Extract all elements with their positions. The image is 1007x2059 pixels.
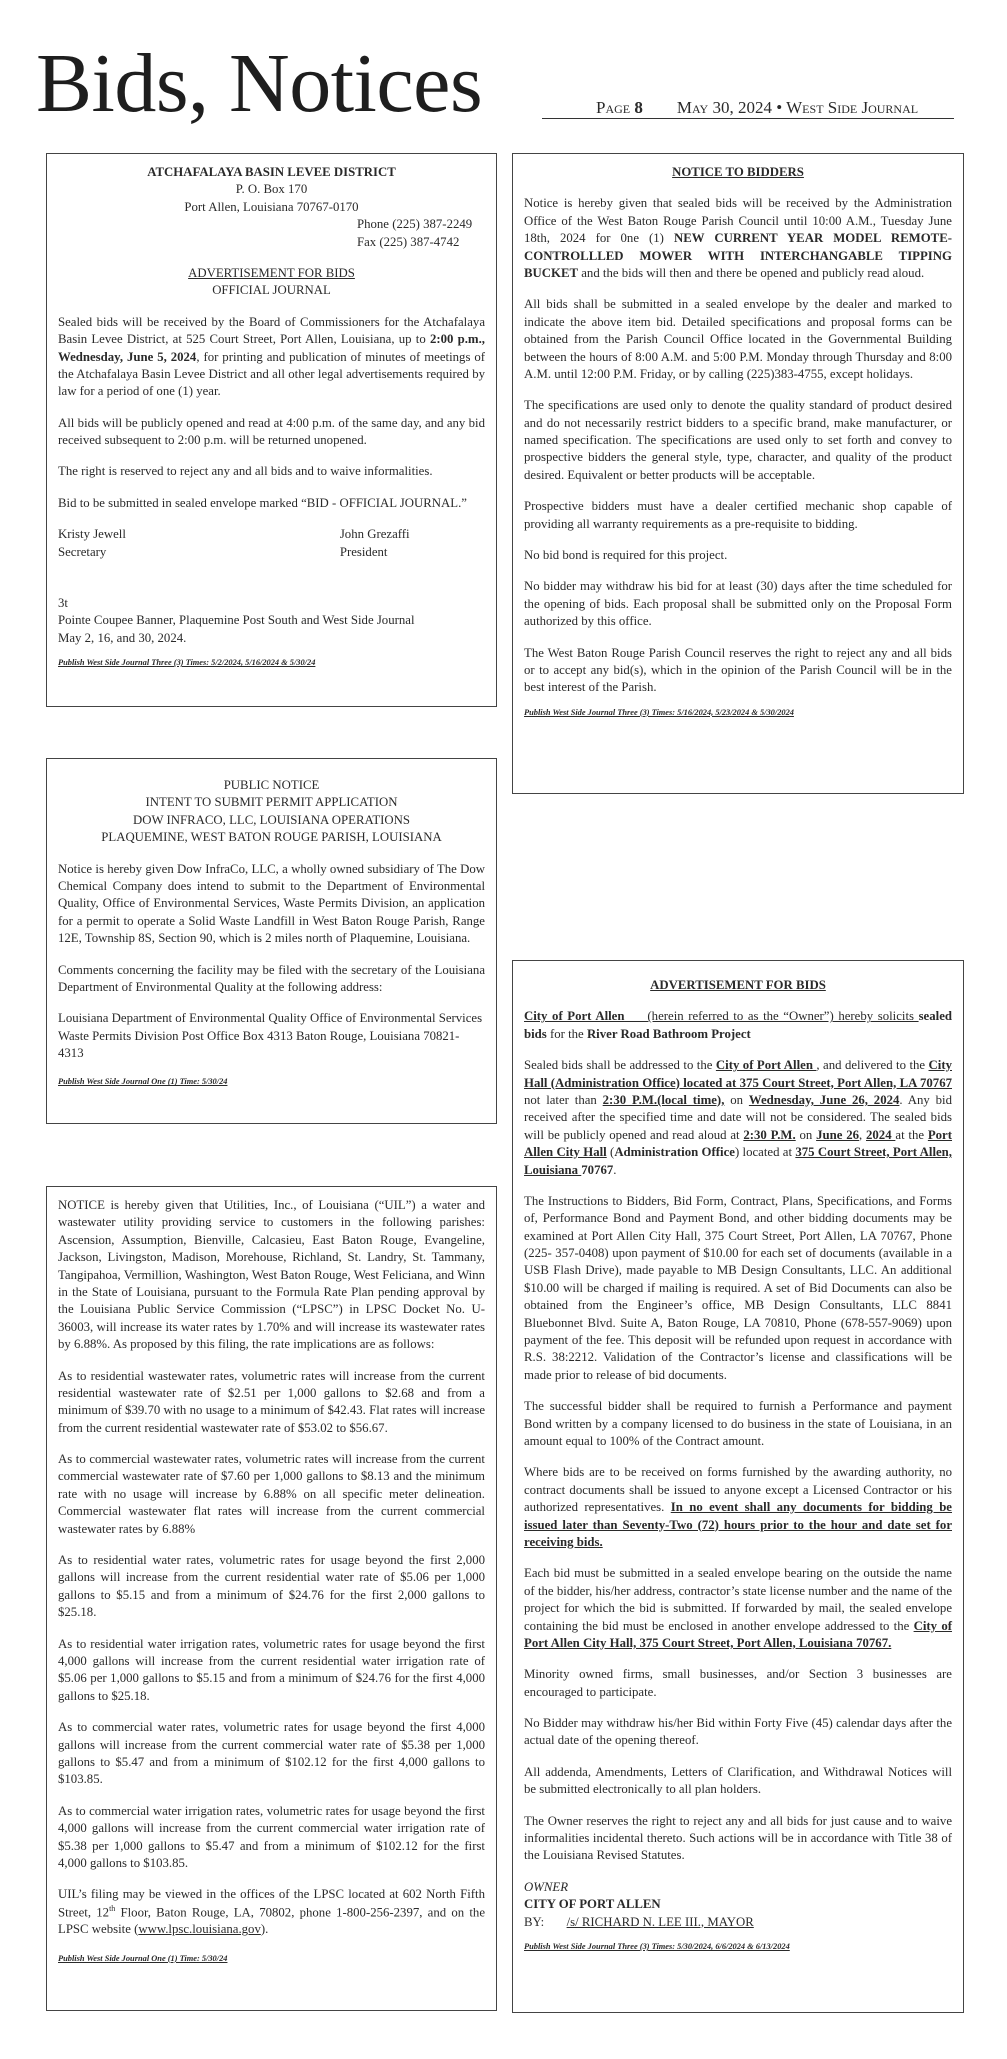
- paragraph: No Bidder may withdraw his/her Bid within Forty Five (45) calendar days after the actual date of the opening thereof.: [524, 1716, 952, 1748]
- paragraph: Minority owned firms, small businesses, and/or Section 3 businesses are encouraged to participate.: [524, 1667, 952, 1699]
- notice-to-bidders: [512, 153, 964, 794]
- signature-block: [524, 1879, 952, 1931]
- paragraph: Where bids are to be received on forms furnished by the awarding authority, no contract documents shall be issued to anyone except a Licensed Contractor or his authorized representatives. In no event shall any documents for bidding be issued later than Seventy-Two (72) hours prior to the hour and date set for receiving bids.: [524, 1465, 952, 1549]
- org-city: Port Allen, Louisiana 70767-0170: [184, 199, 359, 214]
- paragraph: Each bid must be submitted in a sealed envelope bearing on the outside the name of the bidder, his/her address, contractor’s state license number and the name of the project for which the bid is submitted. If forwarded by mail, the sealed envelope containing the bid must be enclosed in another envelope addressed to the City of Port Allen City Hall, 375 Court Street, Port Allen, Louisiana 70767.: [524, 1566, 952, 1650]
- notice-title: NOTICE TO BIDDERS: [672, 165, 804, 179]
- paragraph: As to commercial water irrigation rates, volumetric rates for usage beyond the first 4,000 gallons will increase from the current commercial water irrigation rate of $5.38 per 1,000 gallons to $5.47 and from a minimum of $102.12 for the first 4,000 gallons to $103.85.: [58, 1803, 485, 1870]
- port-allen-advertisement: [512, 960, 964, 2013]
- publish-line: Publish West Side Journal Three (3) Times: 5/30/2024, 6/6/2024 & 6/13/2024: [524, 1941, 790, 1951]
- signer-name: John Grezaffi: [339, 527, 410, 542]
- publish-line: Publish West Side Journal Three (3) Times: 5/2/2024, 5/16/2024 & 5/30/24: [58, 658, 316, 668]
- paragraph: No bidder may withdraw his bid for at least (30) days after the time scheduled for the opening of bids. Each proposal shall be submitted only on the Proposal Form authorized by this office.: [524, 579, 952, 629]
- paragraph: As to residential wastewater rates, volumetric rates will increase from the current residential wastewater rate of $2.51 per 1,000 gallons to $2.68 and from a minimum of $39.70 with no usage to a minimum of $42.43. Flat rates will increase from the current residential wastewater rate of $53.02 to $56.67.: [58, 1368, 485, 1435]
- signer-title: President: [339, 544, 388, 559]
- paragraph: The right is reserved to reject any and all bids and to waive informalities.: [58, 464, 433, 479]
- notice-heading: PLAQUEMINE, WEST BATON ROUGE PARISH, LOUISIANA: [101, 830, 442, 845]
- run-count: 3t: [58, 596, 68, 611]
- paragraph: Bid to be submitted in sealed envelope marked “BID - OFFICIAL JOURNAL.”: [58, 495, 467, 510]
- uil-rate-notice: [46, 1186, 497, 2011]
- publish-line: Publish West Side Journal One (1) Time: 5/30/24: [58, 1077, 228, 1087]
- publish-line: Publish West Side Journal Three (3) Times: 5/16/2024, 5/23/2024 & 5/30/2024: [524, 707, 794, 717]
- page-label: Page: [596, 98, 631, 117]
- papers: Pointe Coupee Banner, Plaquemine Post South and West Side Journal: [58, 613, 415, 628]
- signatures: [58, 526, 485, 561]
- run-dates: May 2, 16, and 30, 2024.: [58, 630, 187, 645]
- org-fax: Fax (225) 387-4742: [357, 234, 460, 249]
- paragraph: NOTICE is hereby given that Utilities, Inc., of Louisiana (“UIL”) a water and wastewater utility providing service to customers in the following parishes: Ascension, Assumption, Bienville, Calcasieu, East Baton Rouge, Evangeline, Jackson, Livingston, Madison, Morehouse, Richland, St. Landry, St. Tammany, Tangipahoa, Vermillion, Washington, West Baton Rouge, West Feliciana, and Winn in the State of Louisiana, pursuant to the Formula Rate Plan pending approval by the Louisiana Public Service Commission (“LPSC”) in LPSC Docket No. U-36003, will increase its water rates by 1.70% and will increase its wastewater rates by 6.88%. As proposed by this filing, the rate implications are as follows:: [58, 1198, 485, 1352]
- paragraph: Notice is hereby given Dow InfraCo, LLC, a wholly owned subsidiary of The Dow Chemical Company does intend to submit to the Department of Environmental Quality, Office of Environmental Services, Waste Permits Division, an application for a permit to operate a Solid Waste Landfill in West Baton Rouge Parish, Range 12E, Township 8S, Section 90, which is 2 miles north of Plaquemine, Louisiana.: [58, 861, 485, 946]
- ad-title: ADVERTISEMENT FOR BIDS: [188, 265, 355, 280]
- owner-label: OWNER: [524, 1879, 569, 1894]
- paragraph: Prospective bidders must have a dealer certified mechanic shop capable of providing all warranty requirements as a pre-requisite to bidding.: [524, 499, 952, 531]
- org-name: ATCHAFALAYA BASIN LEVEE DISTRICT: [147, 165, 396, 179]
- paragraph: The Owner reserves the right to reject any and all bids for just cause and to waive informalities incidental thereto. Such actions will be in accordance with Title 38 of the Louisiana Revised Statutes.: [524, 1813, 952, 1863]
- paragraph: The West Baton Rouge Parish Council reserves the right to reject any and all bids or to accept any bid(s), which in the opinion of the Parish Council will be in the best interest of the Parish.: [524, 645, 952, 695]
- paragraph: No bid bond is required for this project.: [524, 548, 728, 563]
- paragraph: The Instructions to Bidders, Bid Form, Contract, Plans, Specifications, and Forms of, Performance Bond and Payment Bond, and other bidding documents may be examined at Port Allen City Hall, 375 Court Street, Port Allen, LA 70767, Phone (225- 357-0408) upon payment of $10.00 for each set of documents (available in a USB Flash Drive), made payable to MB Design Consultants, LLC. An additional $10.00 will be charged if mailing is required. A set of Bid Documents can also be obtained from the Engineer’s office, MB Design Consultants, LLC 8841 Bluebonnet Blvd. Suite A, Baton Rouge, LA 70810, Phone (678-557-9069) upon payment of the fee. This deposit will be refunded upon request in accordance with R.S. 38:2212. Validation of the Contractor’s license and classifications will be made prior to release of bid documents.: [524, 1193, 952, 1382]
- paragraph: All bids will be publicly opened and read at 4:00 p.m. of the same day, and any bid received subsequent to 2:00 p.m. will be returned unopened.: [58, 415, 485, 448]
- owner-name: CITY OF PORT ALLEN: [524, 1897, 661, 1912]
- paragraph: As to commercial water rates, volumetric rates for usage beyond the first 4,000 gallons will increase from the current commercial water rate of $5.38 per 1,000 gallons to $5.47 and from a minimum of $102.12 for the first 4,000 gallons to $103.85.: [58, 1720, 485, 1787]
- paragraph: The specifications are used only to denote the quality standard of product desired and do not necessarily restrict bidders to a specific brand, make manufacturer, or named specification. The specifications are used only to set forth and convey to prospective bidders the general style, type, character, and quality of the product desired. Equivalent or better products will be acceptable.: [524, 398, 952, 482]
- issue-date: May 30, 2024: [676, 98, 772, 117]
- paragraph: All bids shall be submitted in a sealed envelope by the dealer and marked to indicate the above item bid. Detailed specifications and proposal forms can be obtained from the Parish Council Office located in the Governmental Building between the hours of 8:00 A.M. and 5:00 P.M. Monday through Thursday and 8:00 A.M. until 12:00 P.M. Friday, or by calling (225)383-4755, except holidays.: [524, 297, 952, 381]
- paragraph: City of Port Allen (herein referred to as the “Owner”) hereby solicits sealed bids for the River Road Bathroom Project: [524, 1009, 952, 1041]
- atchafalaya-notice: [46, 153, 497, 707]
- ad-subtitle: OFFICIAL JOURNAL: [212, 283, 331, 298]
- lpsc-website-link[interactable]: www.lpsc.louisiana.gov: [138, 1922, 261, 1937]
- paragraph: Notice is hereby given that sealed bids will be received by the Administration Office of the West Baton Rouge Parish Council until 10:00 A.M., Tuesday June 18th, 2024 for 0ne (1) NEW CURRENT YEAR MODEL REMOTE-CONTROLLLED MOWER WITH INTERCHANGABLE TIPPING BUCKET and the bids will then and there be opened and publicly read aloud.: [524, 196, 952, 280]
- paragraph: The successful bidder shall be required to furnish a Performance and payment Bond written by a company licensed to do business in the state of Louisiana, in an amount equal to 100% of the Contract amount.: [524, 1399, 952, 1448]
- paragraph: All addenda, Amendments, Letters of Clarification, and Withdrawal Notices will be submitted electronically to all plan holders.: [524, 1764, 952, 1797]
- notice-heading: INTENT TO SUBMIT PERMIT APPLICATION: [145, 795, 398, 810]
- signed-by: BY: /s/ RICHARD N. LEE III., MAYOR: [524, 1914, 754, 1929]
- signer-title: Secretary: [58, 544, 107, 559]
- dow-public-notice: [46, 758, 497, 1124]
- page-number: 8: [634, 98, 643, 117]
- paragraph: Sealed bids will be received by the Board of Commissioners for the Atchafalaya Basin Levee District, at 525 Court Street, Port Allen, Louisiana, up to 2:00 p.m., Wednesday, June 5, 2024, for printing and publication of minutes of meetings of the Atchafalaya Basin Levee District and all other legal advertisements required by law for a period of one (1) year.: [58, 314, 485, 399]
- paragraph: Sealed bids shall be addressed to the City of Port Allen , and delivered to the City Hall (Administration Office) located at 375 Court Street, Port Allen, LA 70767 not later than 2:30 P.M.(local time), on Wednesday, June 26, 2024. Any bid received after the specified time and date will not be considered. The sealed bids will be publicly opened and read aloud at 2:30 P.M. on June 26, 2024 at the Port Allen City Hall (Administration Office) located at 375 Court Street, Port Allen, Louisiana 70767.: [524, 1058, 953, 1177]
- paragraph: As to residential water rates, volumetric rates for usage beyond the first 2,000 gallons will increase from the current residential water rate of $5.06 per 1,000 gallons to $5.15 and from a minimum of $24.76 for the first 2,000 gallons to $25.18.: [58, 1553, 485, 1620]
- signer: /s/ RICHARD N. LEE III., MAYOR: [566, 1914, 754, 1929]
- notice-heading: PUBLIC NOTICE: [223, 778, 320, 792]
- masthead: [36, 37, 956, 137]
- paragraph: Louisiana Department of Environmental Quality Office of Environmental Services Waste Permits Division Post Office Box 4313 Baton Rouge, Louisiana 70821-4313: [58, 1011, 483, 1061]
- signer-name: Kristy Jewell: [58, 527, 126, 542]
- paragraph: As to commercial wastewater rates, volumetric rates will increase from the current commercial wastewater rate of $7.60 per 1,000 gallons to $8.13 and the minimum rate with no usage will increase by 6.88% on all specific meter delineation. Commercial wastewater flat rates will increase from the current commercial wastewater rates by 6.88%: [58, 1452, 485, 1536]
- publish-line: Publish West Side Journal One (1) Time: 5/30/24: [58, 1953, 228, 1963]
- ad-title: ADVERTISEMENT FOR BIDS: [650, 978, 826, 992]
- paragraph: UIL’s filing may be viewed in the offices of the LPSC located at 602 North Fifth Street, 12th Floor, Baton Rouge, LA, 70802, phone 1-800-256-2397, and on the LPSC website (www.lpsc.louisiana.gov).: [58, 1887, 485, 1937]
- org-phone: Phone (225) 387-2249: [357, 217, 473, 232]
- publication-name: West Side Journal: [786, 98, 919, 117]
- bullet-separator: •: [776, 98, 783, 117]
- paragraph: Comments concerning the facility may be filed with the secretary of the Louisiana Department of Environmental Quality at the following address:: [58, 962, 485, 994]
- notice-heading: DOW INFRACO, LLC, LOUISIANA OPERATIONS: [132, 812, 411, 827]
- po-box: P. O. Box 170: [235, 182, 308, 197]
- paragraph: As to residential water irrigation rates, volumetric rates for usage beyond the first 4,000 gallons will increase from the current residential water irrigation rate of $5.06 per 1,000 gallons to $5.15 and from a minimum of $24.76 for the first 4,000 gallons to $25.18.: [58, 1636, 485, 1703]
- masthead-rule: [542, 118, 954, 119]
- section-title: Bids, Notices: [36, 37, 483, 130]
- masthead-info: [596, 98, 918, 118]
